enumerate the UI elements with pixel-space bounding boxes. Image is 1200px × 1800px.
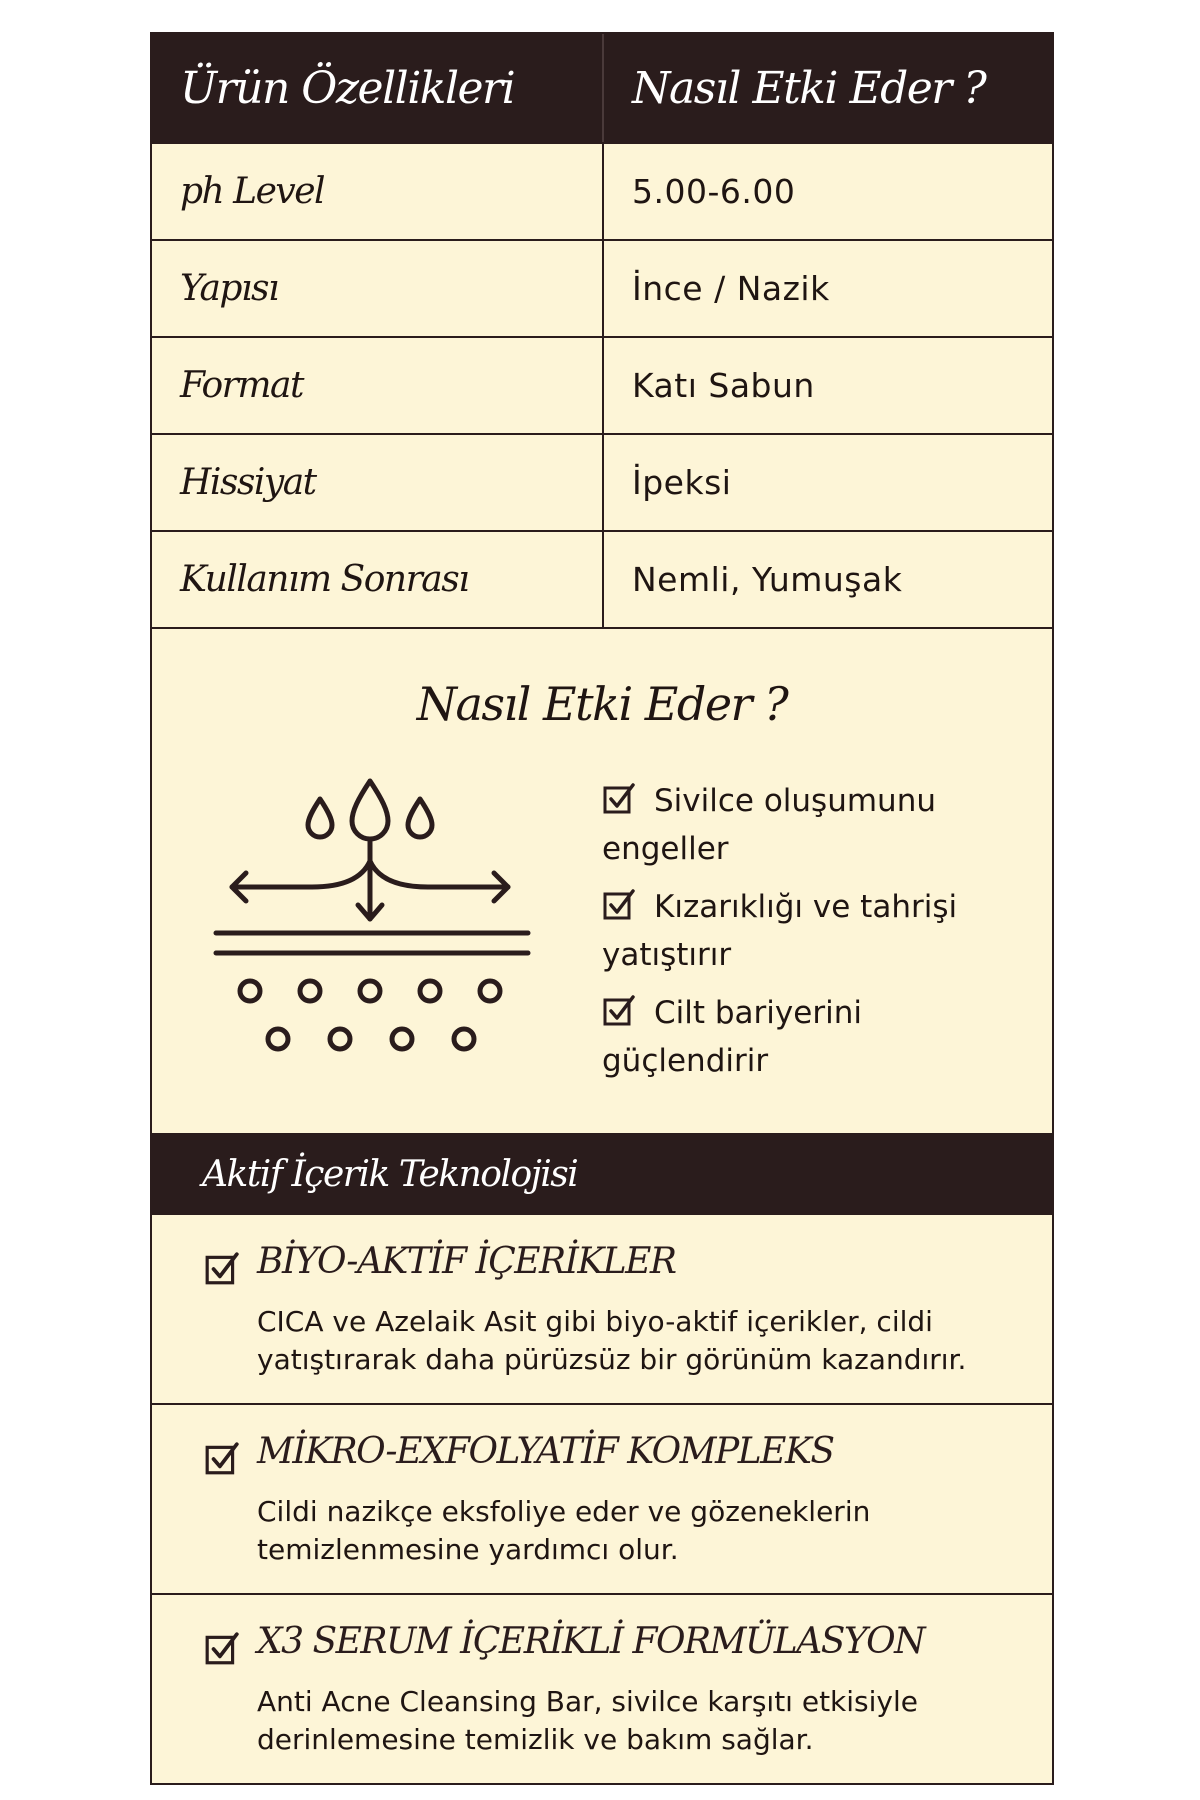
benefit-text: Sivilce oluşumunu engeller xyxy=(602,783,936,867)
how-it-works-section xyxy=(152,627,1052,1133)
checkbox-checked-icon xyxy=(602,994,636,1028)
ingredient-description: CICA ve Azelaik Asit gibi biyo-aktif içerikler, cildi yatıştırarak daha pürüzsüz bir görünüm kazandırır. xyxy=(257,1305,967,1376)
ingredient-x3-serum xyxy=(152,1593,1052,1783)
active-ingredients-title: Aktif İçerik Teknolojisi xyxy=(152,1133,1052,1215)
spec-label: Hissiyat xyxy=(180,462,316,503)
spec-value: İnce / Nazik xyxy=(602,241,1052,336)
checkbox-checked-icon xyxy=(204,1251,240,1287)
active-ingredients-list xyxy=(152,1215,1052,1783)
ingredient-title: X3 SERUM İÇERİKLİ FORMÜLASYON xyxy=(257,1621,925,1662)
spec-table-header xyxy=(152,34,1052,142)
spec-row-after-use xyxy=(152,530,1052,627)
spec-header-how: Nasıl Etki Eder ? xyxy=(602,34,1052,142)
spec-value: Nemli, Yumuşak xyxy=(602,532,1052,627)
spec-label: Yapısı xyxy=(180,268,278,309)
spec-row-structure xyxy=(152,239,1052,336)
how-it-works-title: Nasıl Etki Eder ? xyxy=(416,677,788,731)
list-item xyxy=(602,777,1022,873)
skin-layer-moisture-icon xyxy=(202,769,562,1089)
spec-label: Format xyxy=(180,365,303,406)
ingredient-bio-active xyxy=(152,1215,1052,1403)
spec-row-format xyxy=(152,336,1052,433)
spec-table xyxy=(152,34,1052,627)
checkbox-checked-icon xyxy=(602,782,636,816)
ingredient-title: BİYO-AKTİF İÇERİKLER xyxy=(257,1241,676,1282)
ingredient-description: Anti Acne Cleansing Bar, sivilce karşıtı etkisiyle derinlemesine temizlik ve bakım sağlar. xyxy=(257,1685,918,1756)
checkbox-checked-icon xyxy=(602,888,636,922)
spec-label: Kullanım Sonrası xyxy=(180,559,469,600)
benefit-text: Kızarıklığı ve tahrişi yatıştırır xyxy=(602,889,958,973)
spec-value: İpeksi xyxy=(602,435,1052,530)
ingredient-micro-exfoliating xyxy=(152,1403,1052,1593)
spec-label: ph Level xyxy=(180,171,325,212)
spec-value: Katı Sabun xyxy=(602,338,1052,433)
checkbox-checked-icon xyxy=(204,1441,240,1477)
benefits-list xyxy=(602,777,1022,1095)
list-item xyxy=(602,989,1022,1085)
spec-value: 5.00-6.00 xyxy=(602,144,1052,239)
spec-row-ph-level xyxy=(152,142,1052,239)
ingredient-title: MİKRO-EXFOLYATİF KOMPLEKS xyxy=(257,1431,834,1472)
ingredient-description: Cildi nazikçe eksfoliye eder ve gözeneklerin temizlenmesine yardımcı olur. xyxy=(257,1495,871,1566)
spec-row-feel xyxy=(152,433,1052,530)
benefit-text: Cilt bariyerini güçlendirir xyxy=(602,995,862,1079)
product-info-sheet xyxy=(150,32,1054,1785)
checkbox-checked-icon xyxy=(204,1631,240,1667)
list-item xyxy=(602,883,1022,979)
spec-header-features: Ürün Özellikleri xyxy=(180,62,515,114)
